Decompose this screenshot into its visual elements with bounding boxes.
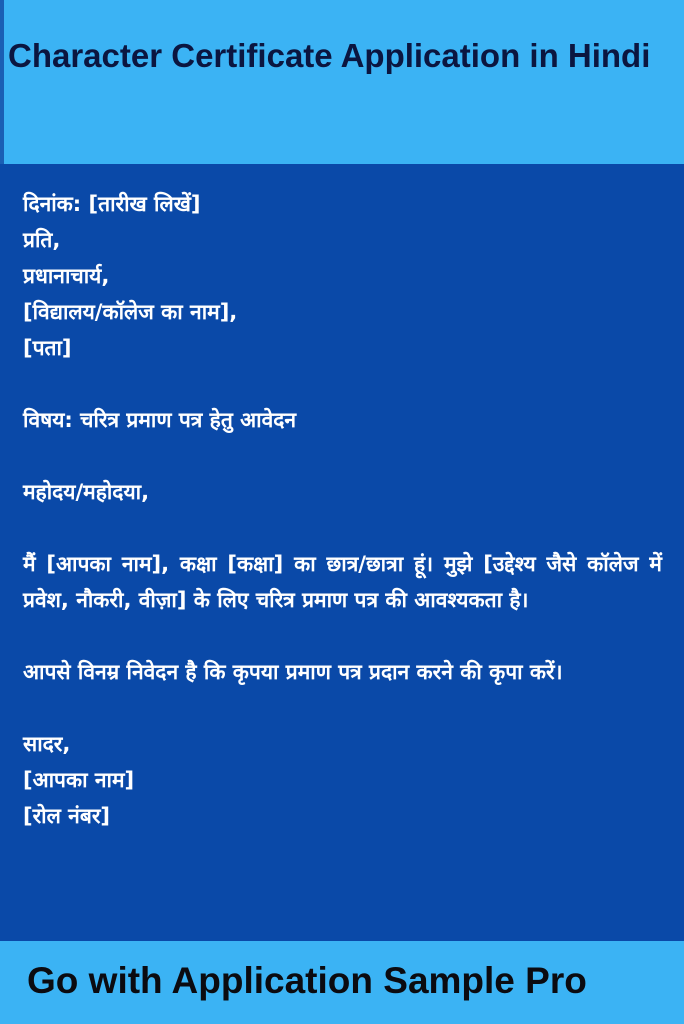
letter-signature-roll: [रोल नंबर]	[23, 804, 111, 828]
letter-closing: सादर,	[23, 732, 71, 756]
letter-signature-name: [आपका नाम]	[23, 768, 135, 792]
letter-date: दिनांक: [तारीख लिखें]	[23, 192, 201, 216]
spacer	[23, 690, 662, 726]
letter-salutation: महोदय/महोदया,	[23, 480, 150, 504]
footer-banner	[0, 941, 684, 1024]
letter-recipient-title: प्रधानाचार्य,	[23, 264, 110, 288]
letter-paragraph-appeal: आपसे विनम्र निवेदन है कि कृपया प्रमाण पत्र प्रदान करने की कृपा करें।	[23, 660, 563, 684]
header-banner	[0, 0, 684, 164]
spacer	[23, 366, 662, 402]
footer-brand-text: Go with Application Sample Pro	[27, 960, 587, 1001]
spacer	[23, 618, 662, 654]
letter-institution: [विद्यालय/कॉलेज का नाम],	[23, 300, 238, 324]
letter-to: प्रति,	[23, 228, 61, 252]
spacer	[23, 510, 662, 546]
letter-body	[0, 164, 684, 941]
spacer	[23, 438, 662, 474]
letter-paragraph-request: मैं [आपका नाम], कक्षा [कक्षा] का छात्र/छात्रा हूं। मुझे [उद्देश्य जैसे कॉलेज में प्रवेश, नौकरी, वीज़ा] के लिए चरित्र प्रमाण पत्र की आवश्यकता है।	[23, 552, 662, 612]
page-title: Character Certificate Application in Hindi	[8, 37, 651, 74]
letter-address: [पता]	[23, 336, 72, 360]
letter-subject: विषय: चरित्र प्रमाण पत्र हेतु आवेदन	[23, 408, 297, 432]
